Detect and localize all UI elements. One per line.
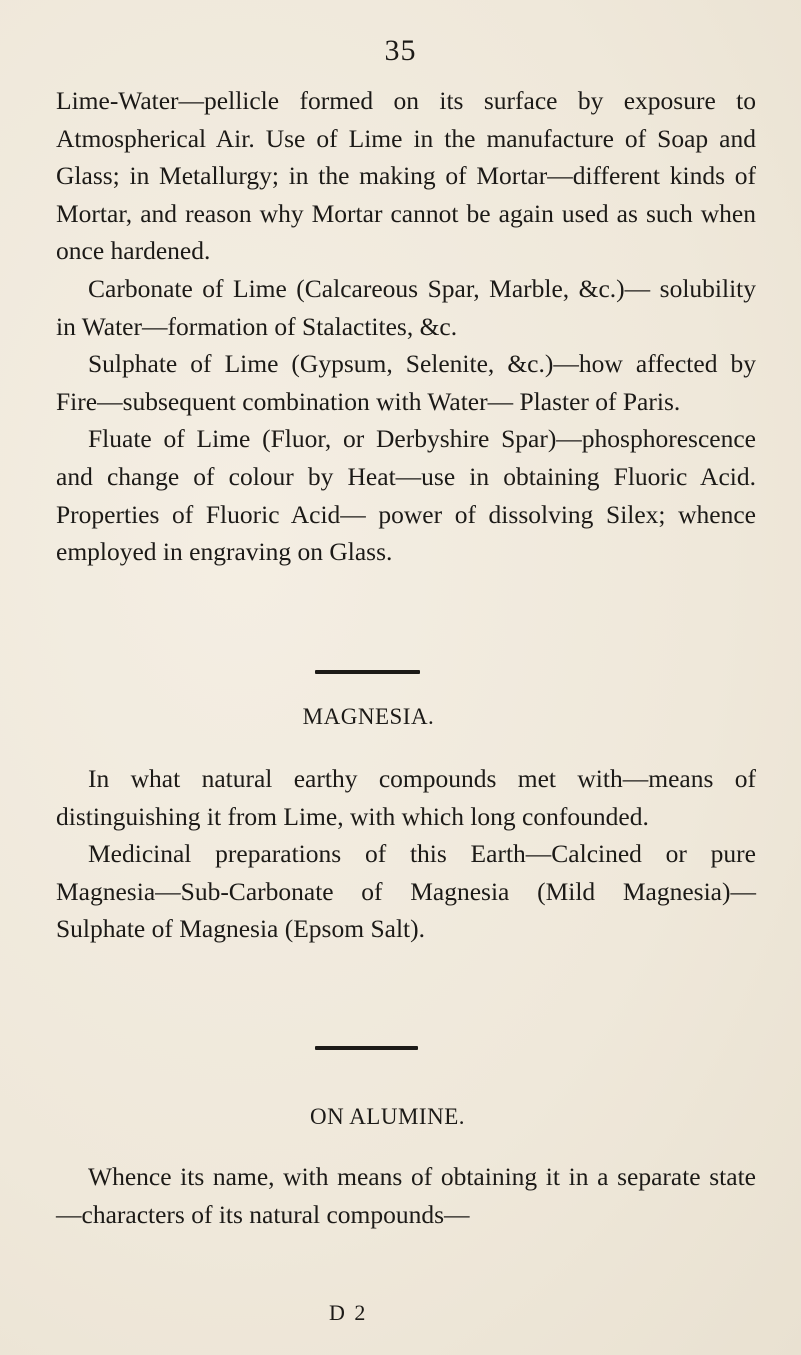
alumine-section — [56, 1158, 756, 1233]
magnesia-section — [56, 760, 756, 948]
lime-water-paragraph: Lime-Water—pellicle formed on its surface by exposure to Atmospherical Air. Use of Lime in the manufacture of Soap and Glass; in Metallurgy; in the making of Mortar—different kinds of Mortar, and reason why Mortar cannot be again used as such when once hardened. — [56, 86, 756, 266]
alumine-name-paragraph: Whence its name, with means of obtaining it in a separate state—characters of its natural compounds— — [56, 1162, 756, 1229]
signature-mark: D 2 — [329, 1300, 368, 1325]
fluate-of-lime-paragraph: Fluate of Lime (Fluor, or Derbyshire Spar)—phosphorescence and change of colour by Heat—use in obtaining Fluoric Acid. Properties of Fluoric Acid— power of dissolving Silex; whence employed in engraving on Glass. — [56, 424, 756, 567]
page-number: 35 — [384, 34, 417, 67]
section-divider-rule — [315, 670, 420, 674]
sulphate-of-lime-paragraph: Sulphate of Lime (Gypsum, Selenite, &c.)—how affected by Fire—subsequent combination with Water— Plaster of Paris. — [56, 349, 756, 416]
lime-section — [56, 82, 756, 571]
alumine-heading: ON ALUMINE. — [310, 1104, 465, 1129]
magnesia-preparations-paragraph: Medicinal preparations of this Earth—Calcined or pure Magnesia—Sub-Carbonate of Magnesia (Mild Magnesia)—Sulphate of Magnesia (Epsom Salt). — [56, 839, 756, 944]
carbonate-of-lime-paragraph: Carbonate of Lime (Calcareous Spar, Marble, &c.)— solubility in Water—formation of Stalactites, &c. — [56, 273, 756, 341]
magnesia-heading: MAGNESIA. — [302, 704, 435, 729]
magnesia-compounds-paragraph: In what natural earthy compounds met with—means of distinguishing it from Lime, with which long confounded. — [56, 764, 756, 831]
section-divider-rule — [315, 1046, 418, 1050]
